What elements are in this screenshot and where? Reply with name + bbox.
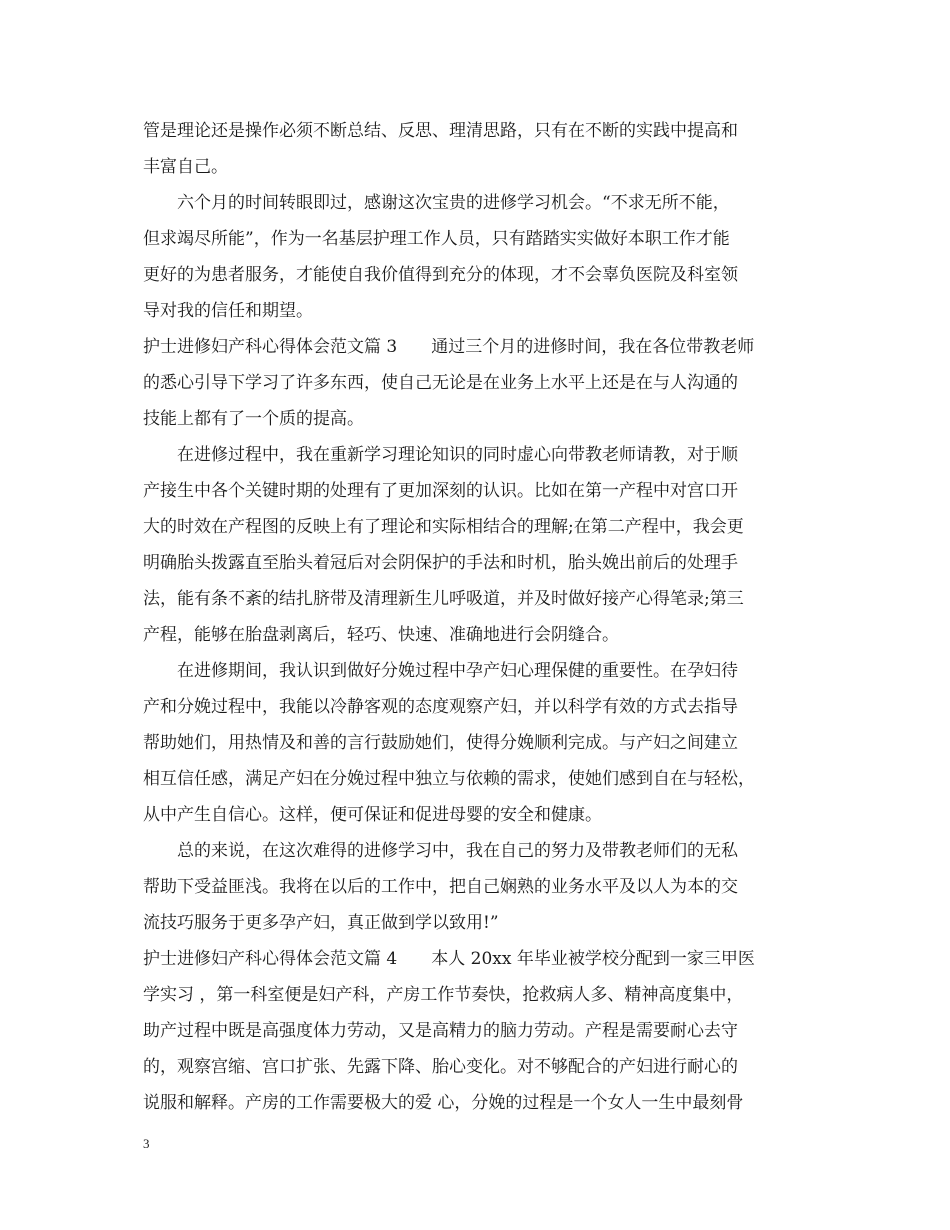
text-line: 但求竭尽所能”，作为一名基层护理工作人员，只有踏踏实实做好本职工作才能	[143, 229, 730, 249]
text-line: 六个月的时间转眼即过，感谢这次宝贵的进修学习机会。“不求无所不能，	[143, 193, 730, 213]
text-line: 总的来说，在这次难得的进修学习中，我在自己的努力及带教老师们的无私	[143, 841, 738, 861]
text-line: 帮助她们，用热情及和善的言行鼓励她们，使得分娩顺利完成。与产妇之间建立	[143, 733, 738, 753]
text-line: 在进修过程中，我在重新学习理论知识的同时虚心向带教老师请教，对于顺	[143, 445, 738, 465]
text-line: 帮助下受益匪浅。我将在以后的工作中，把自己娴熟的业务水平及以人为本的交	[143, 877, 738, 897]
text-line: 明确胎头拨露直至胎头着冠后对会阴保护的手法和时机，胎头娩出前后的处理手	[143, 553, 738, 573]
text-line: 大的时效在产程图的反映上有了理论和实际相结合的理解;在第二产程中，我会更	[143, 517, 744, 537]
section-heading-line: 护士进修妇产科心得体会范文篇 3 通过三个月的进修时间，我在各位带教老师	[143, 337, 755, 357]
text-line: 相互信任感，满足产妇在分娩过程中独立与依赖的需求，使她们感到自在与轻松，	[143, 769, 755, 789]
text-line: 在进修期间，我认识到做好分娩过程中孕产妇心理保健的重要性。在孕妇待	[143, 661, 738, 681]
text-line: 助产过程中既是高强度体力劳动，又是高精力的脑力劳动。产程是需要耐心去守	[143, 1021, 738, 1041]
text-line: 说服和解释。产房的工作需要极大的爱 心，分娩的过程是一个女人一生中最刻骨	[143, 1093, 744, 1113]
text-line: 法，能有条不紊的结扎脐带及清理新生儿呼吸道，并及时做好接产心得笔录;第三	[143, 589, 744, 609]
text-line: 产接生中各个关键时期的处理有了更加深刻的认识。比如在第一产程中对宫口开	[143, 481, 738, 501]
text-line: 技能上都有了一个质的提高。	[143, 409, 364, 429]
page-number: 3	[143, 1136, 150, 1151]
text-line: 管是理论还是操作必须不断总结、反思、理清思路，只有在不断的实践中提高和	[143, 121, 738, 141]
text-line: 流技巧服务于更多孕产妇，真正做到学以致用!”	[143, 913, 499, 933]
text-line: 从中产生自信心。这样，便可保证和促进母婴的安全和健康。	[143, 805, 602, 825]
text-line: 的，观察宫缩、宫口扩张、先露下降、胎心变化。对不够配合的产妇进行耐心的	[143, 1057, 738, 1077]
text-line: 的悉心引导下学习了许多东西，使自己无论是在业务上水平上还是在与人沟通的	[143, 373, 738, 393]
text-line: 产和分娩过程中，我能以冷静客观的态度观察产妇，并以科学有效的方式去指导	[143, 697, 738, 717]
text-line: 更好的为患者服务，才能使自我价值得到充分的体现，才不会辜负医院及科室领	[143, 265, 738, 285]
section-heading-line: 护士进修妇产科心得体会范文篇 4 本人 20xx 年毕业被学校分配到一家三甲医	[143, 949, 755, 969]
text-line: 学实习 ，第一科室便是妇产科，产房工作节奏快，抢救病人多、精神高度集中，	[143, 985, 744, 1005]
text-line: 产程，能够在胎盘剥离后，轻巧、快速、准确地进行会阴缝合。	[143, 625, 619, 645]
document-body	[143, 113, 818, 1121]
text-line: 丰富自己。	[143, 157, 228, 177]
text-line: 导对我的信任和期望。	[143, 301, 313, 321]
